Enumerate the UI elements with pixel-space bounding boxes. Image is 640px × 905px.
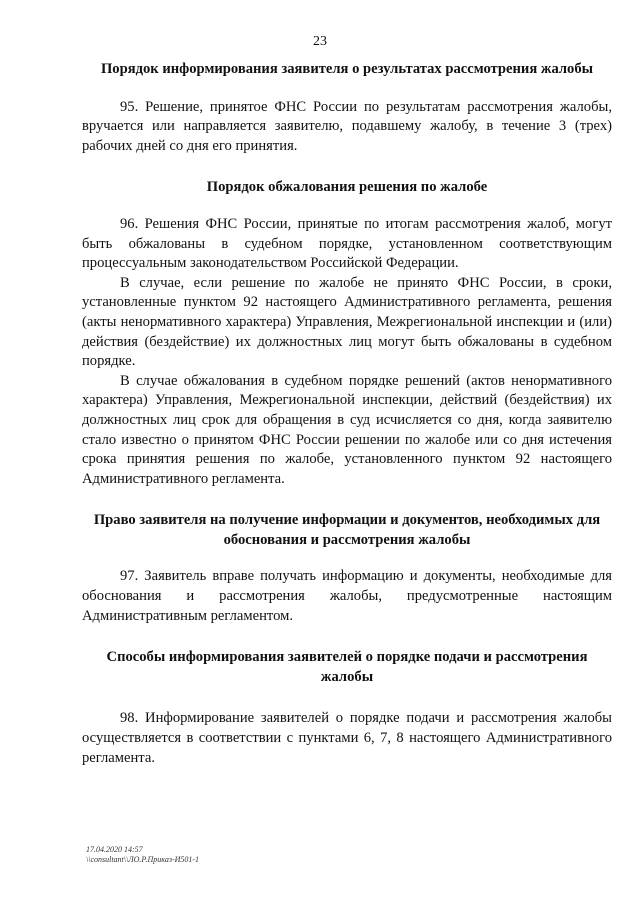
heading-line: Способы информирования заявителей о порядке подачи и рассмотрения <box>106 649 588 666</box>
footer-timestamp: 17.04.2020 14:57 <box>86 845 143 854</box>
footer-file-path: \\consultant\\ЛО.Р.Приказ-И501-1 <box>86 855 200 864</box>
section-heading-ways-of-informing <box>82 648 612 687</box>
heading-line: Право заявителя на получение информации и документов, необходимых для <box>93 512 601 529</box>
paragraph-97: 97. Заявитель вправе получать информацию и документы, необходимые для обоснования и рассмотрения жалобы, предусмотренные настоящим Административным регламентом. <box>82 568 612 624</box>
heading-line: обоснования и рассмотрения жалобы <box>223 531 471 548</box>
paragraph-96-case-not-decided: В случае, если решение по жалобе не принято ФНС России, в сроки, установленные пунктом 92 настоящего Административного регламента, решения (акты ненормативного характера) Управления, Межрегиональной инспекции и (или) действия (бездействие) их должностных лиц могут быть обжалованы в судебном порядке. <box>82 274 612 370</box>
paragraph-96-court-term: В случае обжалования в судебном порядке решений (актов ненормативного характера) Управления, Межрегиональной инспекции, действий (бездействия) их должностных лиц срок для обращения в суд исчисляется со дня, когда заявителю стало известно о принятом ФНС России решении по жалобе или со дня истечения срока принятия решения по жалобе, установленного пунктом 92 настоящего Административного регламента. <box>82 372 612 487</box>
paragraph-98: 98. Информирование заявителей о порядке подачи и рассмотрения жалобы осуществляется в соответствии с пунктами 6, 7, 8 настоящего Административного регламента. <box>82 710 612 766</box>
heading-line: жалобы <box>320 668 374 685</box>
section-heading-informing: Порядок информирования заявителя о результатах рассмотрения жалобы <box>100 61 594 77</box>
document-body <box>82 60 612 768</box>
paragraph-96: 96. Решения ФНС России, принятые по итогам рассмотрения жалоб, могут быть обжалованы в судебном порядке, установленном соответствующим процессуальным законодательством Российской Федерации. <box>82 215 612 272</box>
paragraph-95: 95. Решение, принятое ФНС России по результатам рассмотрения жалобы, вручается или направляется заявителю, подавшему жалобу, в течение 3 (трех) рабочих дней со дня его принятия. <box>82 98 612 154</box>
page-number: 23 <box>313 34 327 49</box>
document-footer <box>86 845 199 865</box>
section-heading-appeal: Порядок обжалования решения по жалобе <box>206 179 488 196</box>
section-heading-right-to-information <box>82 511 612 550</box>
